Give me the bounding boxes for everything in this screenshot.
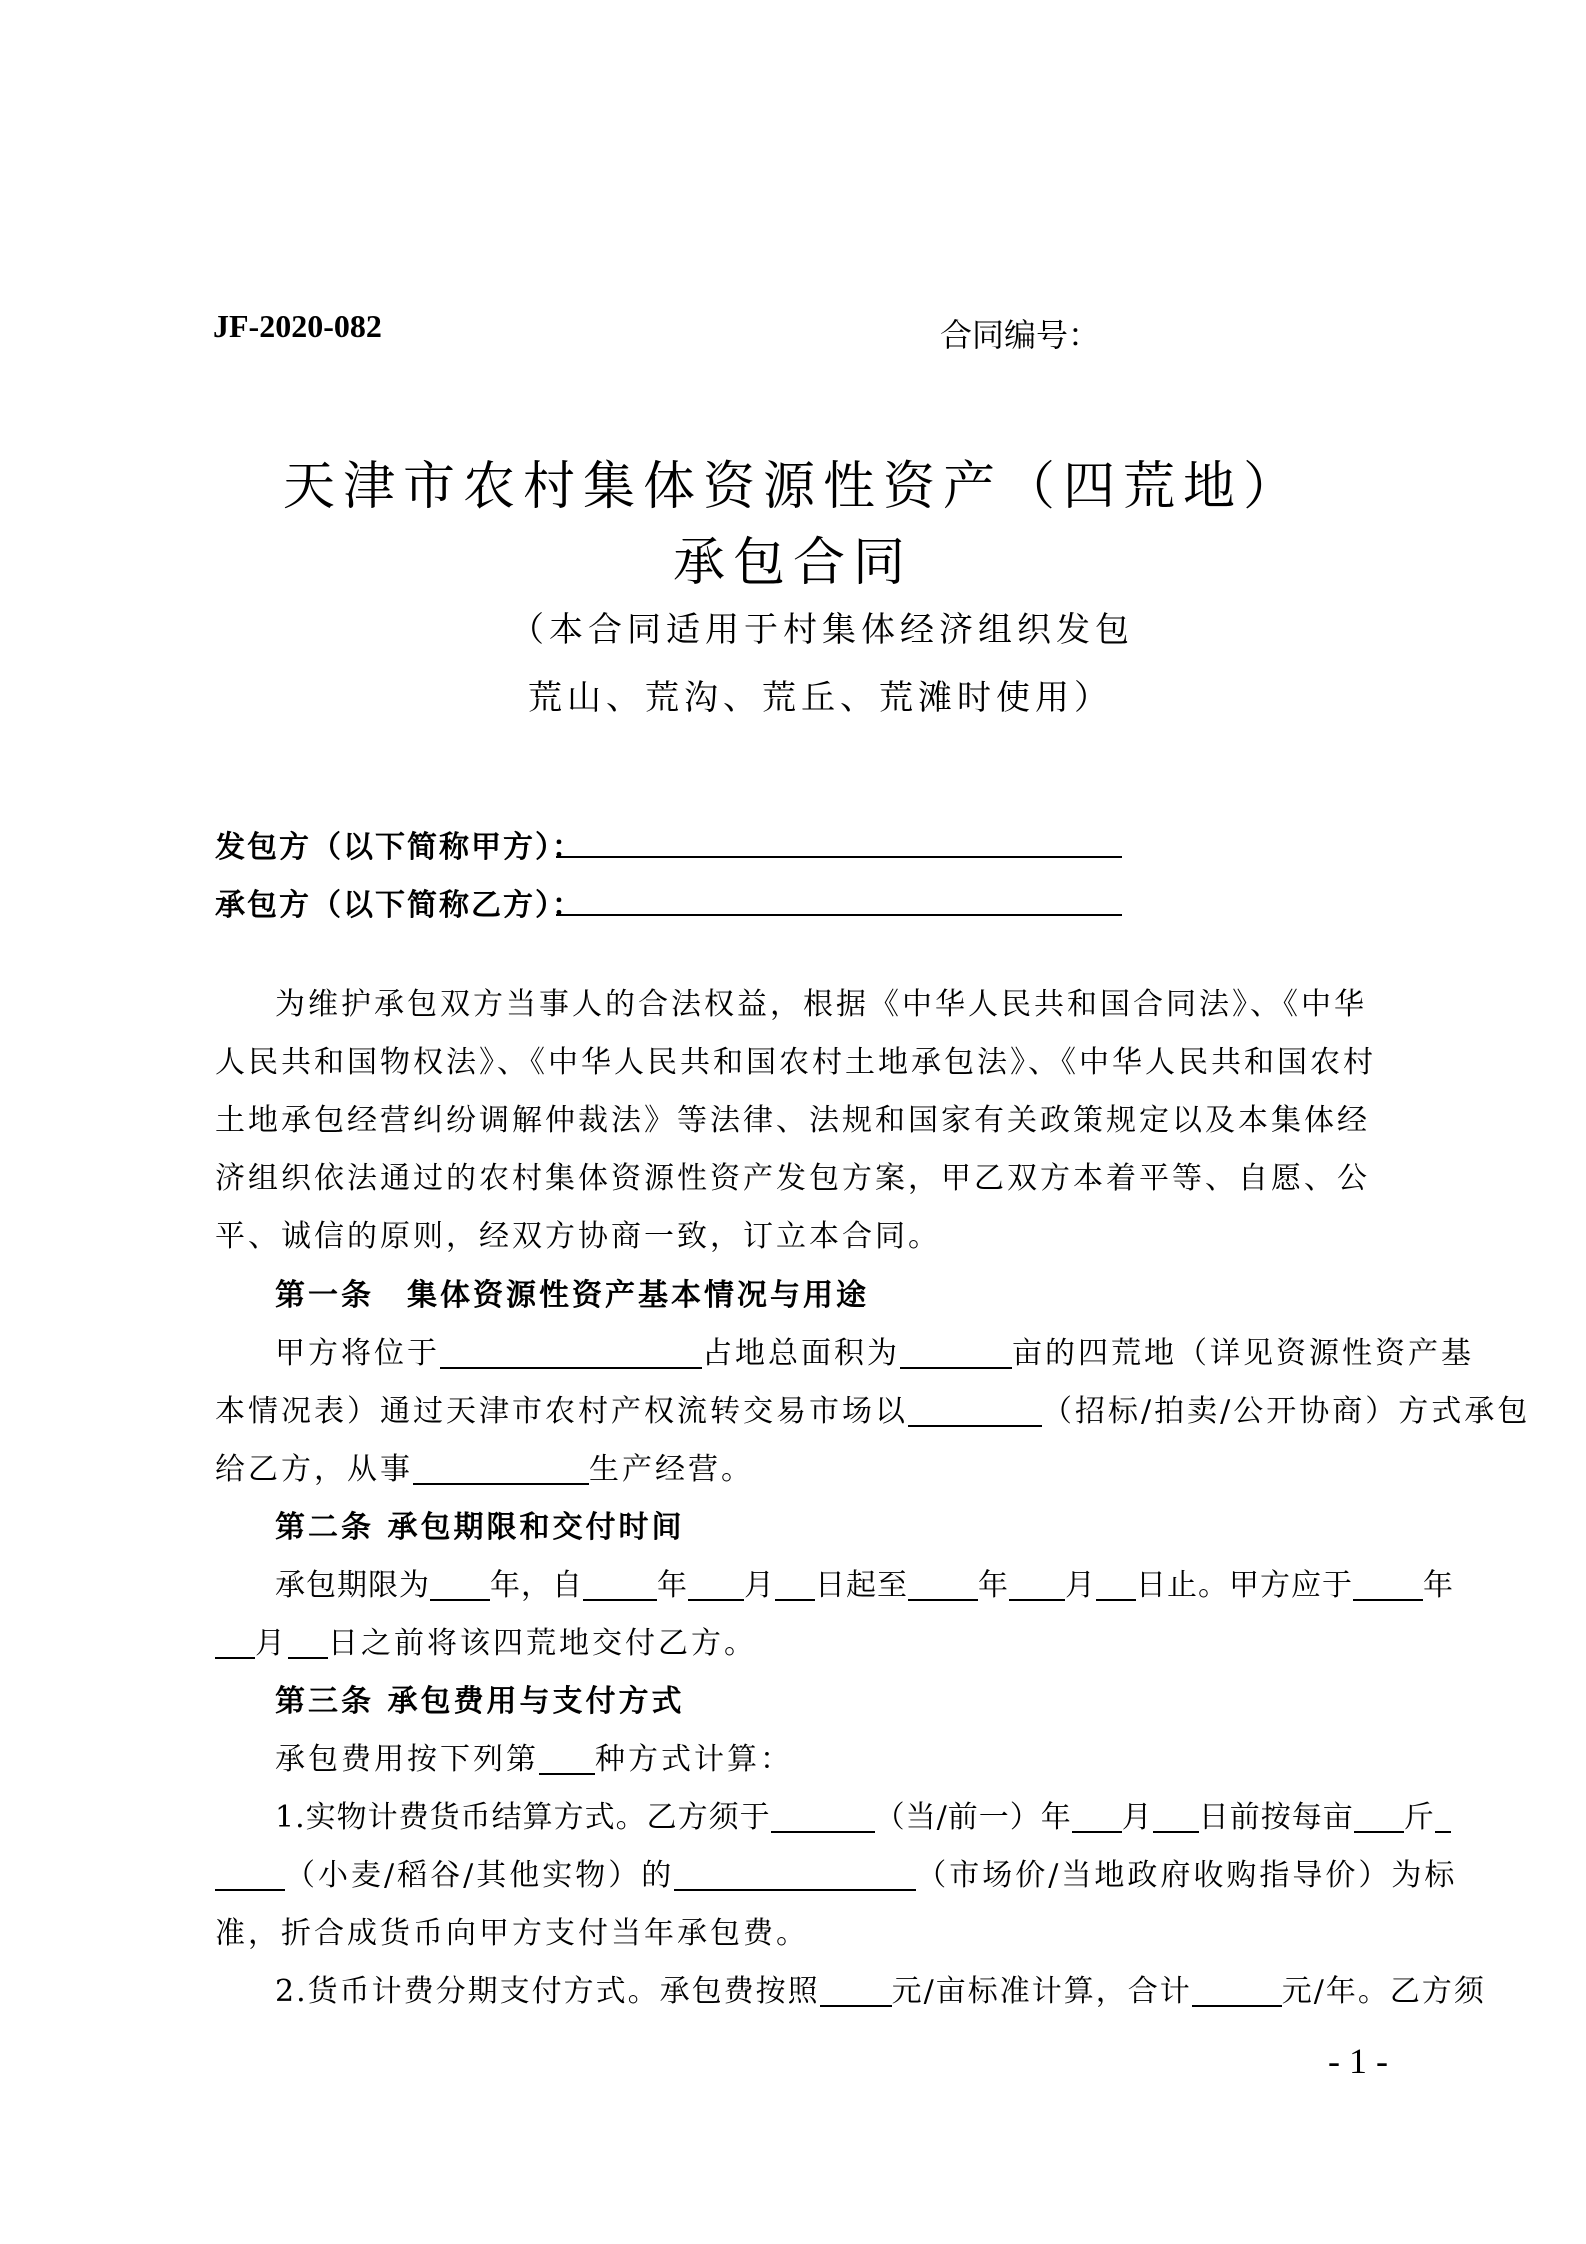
article2-text: 年 (657, 1568, 688, 1603)
article2-text: 年，自 (490, 1568, 583, 1603)
article1-heading: 第一条 集体资源性资产基本情况与用途 (275, 1278, 869, 1313)
party-a-label: 发包方（以下简称甲方）： (215, 830, 584, 865)
end-year-blank[interactable] (908, 1569, 978, 1601)
article2-line1 (275, 1560, 1454, 1604)
article3-line1 (275, 1734, 793, 1778)
start-month-blank[interactable] (688, 1569, 744, 1601)
party-b-blank[interactable] (556, 914, 1122, 916)
document-subtitle-line1: （本合同适用于村集体经济组织发包 (510, 610, 1134, 650)
preamble-paragraph: 为维护承包双方当事人的合法权益，根据《中华人民共和国合同法》、《中华人民共和国物权法》、《中华人民共和国农村土地承包法》、《中华人民共和国农村土地承包经营纠纷调解仲裁法》等法律、法规和国家有关政策规定以及本集体经济组织依法通过的农村集体资源性资产发包方案，甲乙双方本着平等、自愿、公平、诚信的原则，经双方协商一致，订立本合同。 (215, 987, 1376, 1254)
article2-text: 承包期限为 (275, 1568, 430, 1603)
article3-text: 1.实物计费货币结算方式。乙方须于 (275, 1800, 771, 1835)
pay-month-blank[interactable] (1072, 1801, 1122, 1833)
article3-text: 日前按每亩 (1198, 1800, 1354, 1835)
article1-line1 (275, 1328, 1474, 1372)
article2-text: 年 (978, 1568, 1009, 1603)
price-basis-blank[interactable] (674, 1859, 916, 1891)
party-a-blank[interactable] (556, 856, 1122, 858)
method-number-blank[interactable] (539, 1743, 595, 1775)
article3-text: （小麦/稻谷/其他实物）的 (285, 1858, 675, 1893)
document-title-line2: 承包合同 (672, 533, 913, 593)
delivery-month-blank[interactable] (215, 1627, 255, 1659)
delivery-year-blank[interactable] (1353, 1569, 1423, 1601)
jin-tail-blank[interactable] (1435, 1801, 1451, 1833)
article1-text: 本情况表）通过天津市农村产权流转交易市场以 (215, 1394, 908, 1429)
article3-method1-line3 (215, 1908, 809, 1952)
price-per-mu-blank[interactable] (820, 1975, 892, 2007)
article2-text: 月 (1065, 1568, 1096, 1603)
article1-text: （招标/拍卖/公开协商）方式承包 (1042, 1394, 1531, 1429)
article1-text: 亩的四荒地（详见资源性资产基 (1012, 1336, 1474, 1371)
document-subtitle-line2: 荒山、荒沟、荒丘、荒滩时使用） (528, 678, 1113, 718)
business-blank[interactable] (413, 1453, 589, 1485)
article2-text: 日之前将该四荒地交付乙方。 (328, 1626, 757, 1661)
article2-line2 (215, 1618, 757, 1662)
article3-text: 准，折合成货币向甲方支付当年承包费。 (215, 1916, 809, 1951)
party-b-label: 承包方（以下简称乙方）： (215, 888, 584, 923)
article3-method1-line1 (275, 1792, 1451, 1836)
pay-day-blank[interactable] (1153, 1801, 1199, 1833)
article2-text: 月 (744, 1568, 775, 1603)
term-years-blank[interactable] (430, 1569, 490, 1601)
article1-text: 给乙方，从事 (215, 1452, 413, 1487)
start-day-blank[interactable] (775, 1569, 815, 1601)
end-month-blank[interactable] (1009, 1569, 1065, 1601)
article1-line2 (215, 1386, 1530, 1430)
article2-text: 月 (255, 1626, 288, 1661)
location-blank[interactable] (440, 1337, 702, 1369)
jin-per-mu-blank[interactable] (1354, 1801, 1404, 1833)
article2-heading: 第二条 承包期限和交付时间 (275, 1510, 685, 1545)
document-title-line1: 天津市农村集体资源性资产（四荒地） (282, 457, 1303, 517)
end-day-blank[interactable] (1096, 1569, 1136, 1601)
article1-text: 甲方将位于 (275, 1336, 440, 1371)
article1-text: 生产经营。 (589, 1452, 754, 1487)
article3-heading: 第三条 承包费用与支付方式 (275, 1684, 685, 1719)
article3-text: 2.货币计费分期支付方式。承包费按照 (275, 1974, 820, 2009)
document-code: JF-2020-082 (213, 308, 382, 344)
article3-text: 种方式计算： (595, 1742, 793, 1777)
article3-text: （市场价/当地政府收购指导价）为标 (916, 1858, 1458, 1893)
pay-date-blank[interactable] (771, 1801, 875, 1833)
article3-text: 元/亩标准计算，合计 (891, 1974, 1192, 2009)
article3-text: （当/前一）年 (874, 1800, 1072, 1835)
crop-blank[interactable] (215, 1859, 285, 1891)
article2-text: 年 (1423, 1568, 1454, 1603)
start-year-blank[interactable] (583, 1569, 657, 1601)
article3-text: 斤 (1403, 1800, 1435, 1835)
article1-line3 (215, 1444, 754, 1488)
article2-text: 日起至 (815, 1568, 908, 1603)
article1-text: 占地总面积为 (702, 1336, 900, 1371)
article3-text: 元/年。乙方须 (1281, 1974, 1486, 2009)
annual-total-blank[interactable] (1192, 1975, 1282, 2007)
article3-text: 承包费用按下列第 (275, 1742, 539, 1777)
article2-text: 日止。甲方应于 (1136, 1568, 1353, 1603)
method-blank[interactable] (908, 1395, 1042, 1427)
article3-method2-line1 (275, 1966, 1486, 2010)
article3-method1-line2 (215, 1850, 1457, 1894)
page-number: - 1 - (1328, 2041, 1388, 2081)
area-blank[interactable] (900, 1337, 1012, 1369)
delivery-day-blank[interactable] (288, 1627, 328, 1659)
article3-text: 月 (1121, 1800, 1153, 1835)
contract-number-label: 合同编号： (940, 316, 1101, 354)
